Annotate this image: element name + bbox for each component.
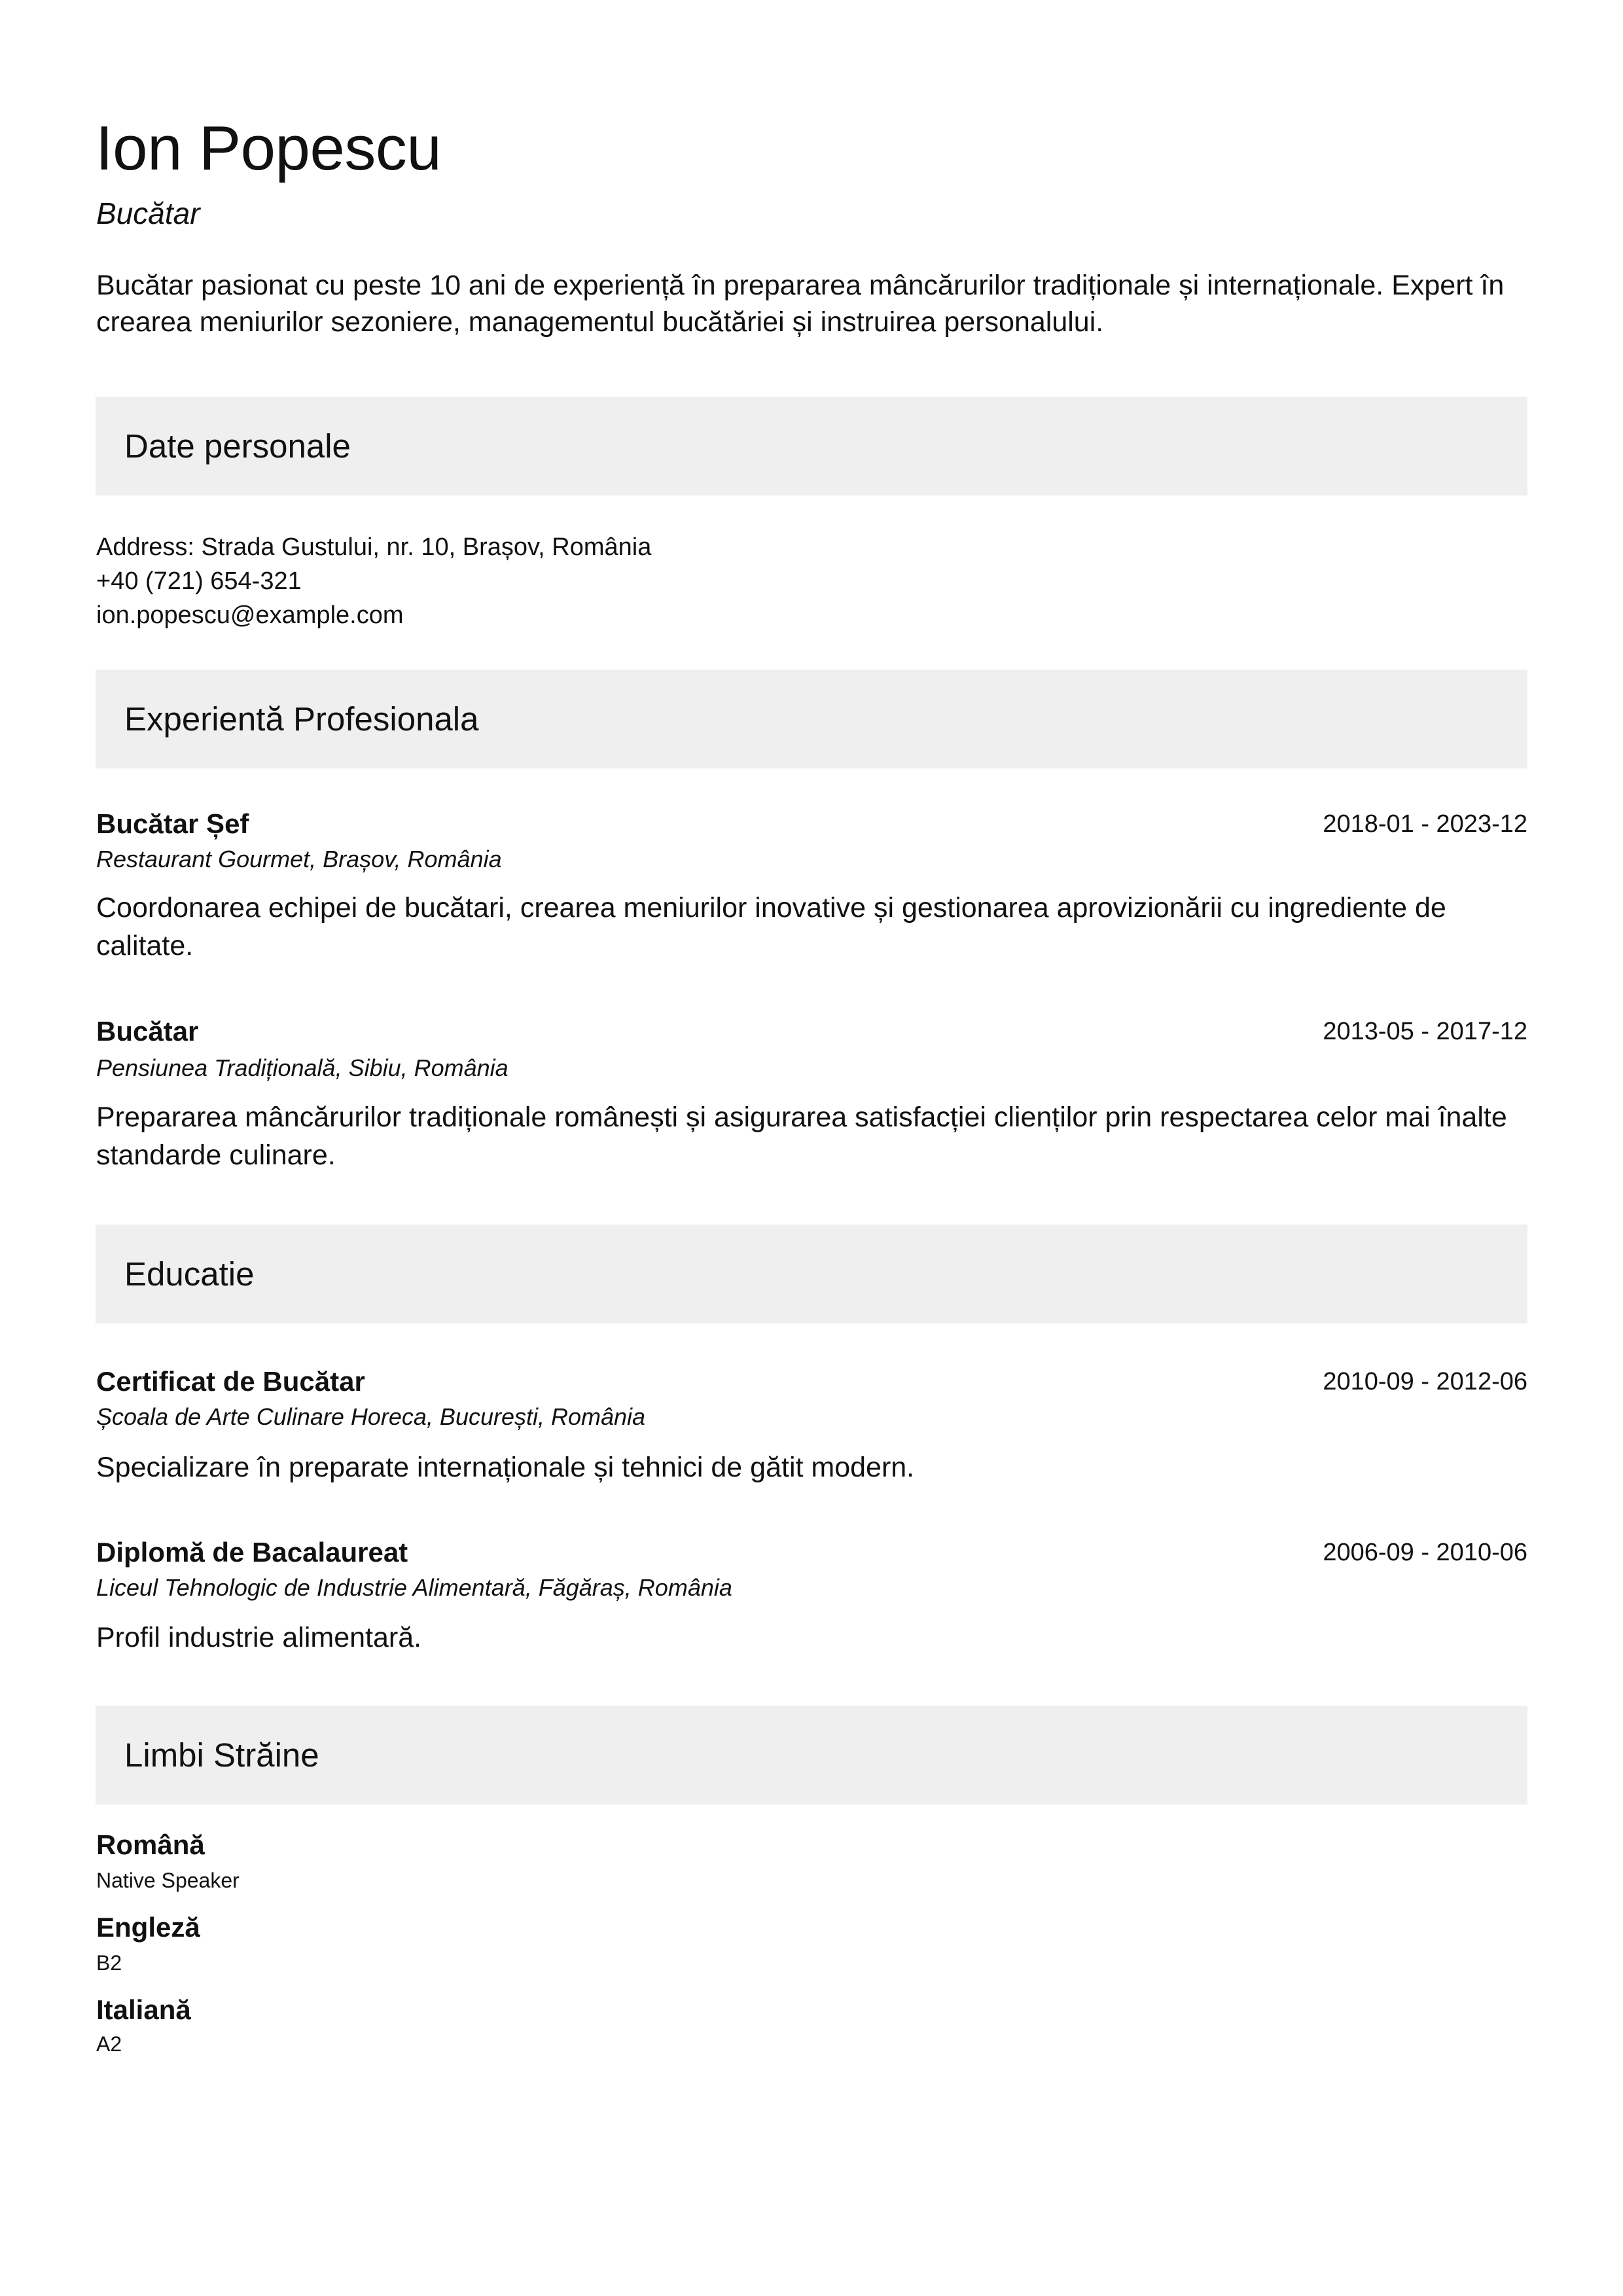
language-name: Engleză bbox=[96, 1912, 200, 1943]
entry-description: Profil industrie alimentară. bbox=[96, 1622, 422, 1653]
section-header-experience bbox=[96, 670, 1527, 768]
language-name: Română bbox=[96, 1829, 205, 1860]
entry-dates: 2010-09 - 2012-06 bbox=[1323, 1368, 1527, 1395]
entry-title: Bucătar Șef bbox=[96, 808, 249, 839]
profile-summary: Bucătar pasionat cu peste 10 ani de experiență în prepararea mâncărurilor tradiționale și internaționale. Expert în crearea meniurilor sezoniere, managementul bucătăriei și instruirea personalului. bbox=[96, 270, 1505, 338]
language-level: Native Speaker bbox=[96, 1869, 240, 1892]
entry-description: Specializare în preparate internaționale și tehnici de gătit modern. bbox=[96, 1452, 915, 1483]
entry-place: Pensiunea Tradițională, Sibiu, România bbox=[96, 1054, 508, 1081]
candidate-name: Ion Popescu bbox=[96, 113, 442, 183]
section-title: Educatie bbox=[124, 1255, 255, 1293]
entry-place: Liceul Tehnologic de Industrie Alimentară, Făgăraș, România bbox=[96, 1574, 732, 1601]
entry-title: Diplomă de Bacalaureat bbox=[96, 1537, 408, 1568]
language-level: A2 bbox=[96, 2032, 122, 2056]
entry-title: Certificat de Bucătar bbox=[96, 1366, 365, 1397]
entry-place: Restaurant Gourmet, Brașov, România bbox=[96, 846, 502, 872]
contact-phone: +40 (721) 654-321 bbox=[96, 567, 302, 595]
section-title: Experientă Profesionala bbox=[124, 700, 479, 738]
entry-dates: 2006-09 - 2010-06 bbox=[1323, 1539, 1527, 1566]
section-header-education bbox=[96, 1225, 1527, 1323]
section-header-personal bbox=[96, 397, 1527, 495]
contact-address: Address: Strada Gustului, nr. 10, Brașov, România bbox=[96, 533, 652, 561]
language-name: Italiană bbox=[96, 1994, 191, 2025]
section-header-languages bbox=[96, 1706, 1527, 1804]
entry-dates: 2013-05 - 2017-12 bbox=[1323, 1018, 1527, 1045]
entry-title: Bucătar bbox=[96, 1016, 199, 1047]
entry-description: Prepararea mâncărurilor tradiționale românești și asigurarea satisfacției clienților prin respectarea celor mai înalte standarde culinare. bbox=[96, 1102, 1507, 1171]
job-title: Bucătar bbox=[96, 196, 200, 230]
language-level: B2 bbox=[96, 1951, 122, 1975]
entry-description: Coordonarea echipei de bucătari, crearea meniurilor inovative și gestionarea aprovizionării cu ingrediente de calitate. bbox=[96, 892, 1446, 961]
section-title: Limbi Străine bbox=[124, 1736, 319, 1774]
entry-dates: 2018-01 - 2023-12 bbox=[1323, 810, 1527, 838]
section-title: Date personale bbox=[124, 427, 351, 465]
entry-place: Școala de Arte Culinare Horeca, București, România bbox=[96, 1403, 646, 1430]
contact-email: ion.popescu@example.com bbox=[96, 601, 404, 629]
